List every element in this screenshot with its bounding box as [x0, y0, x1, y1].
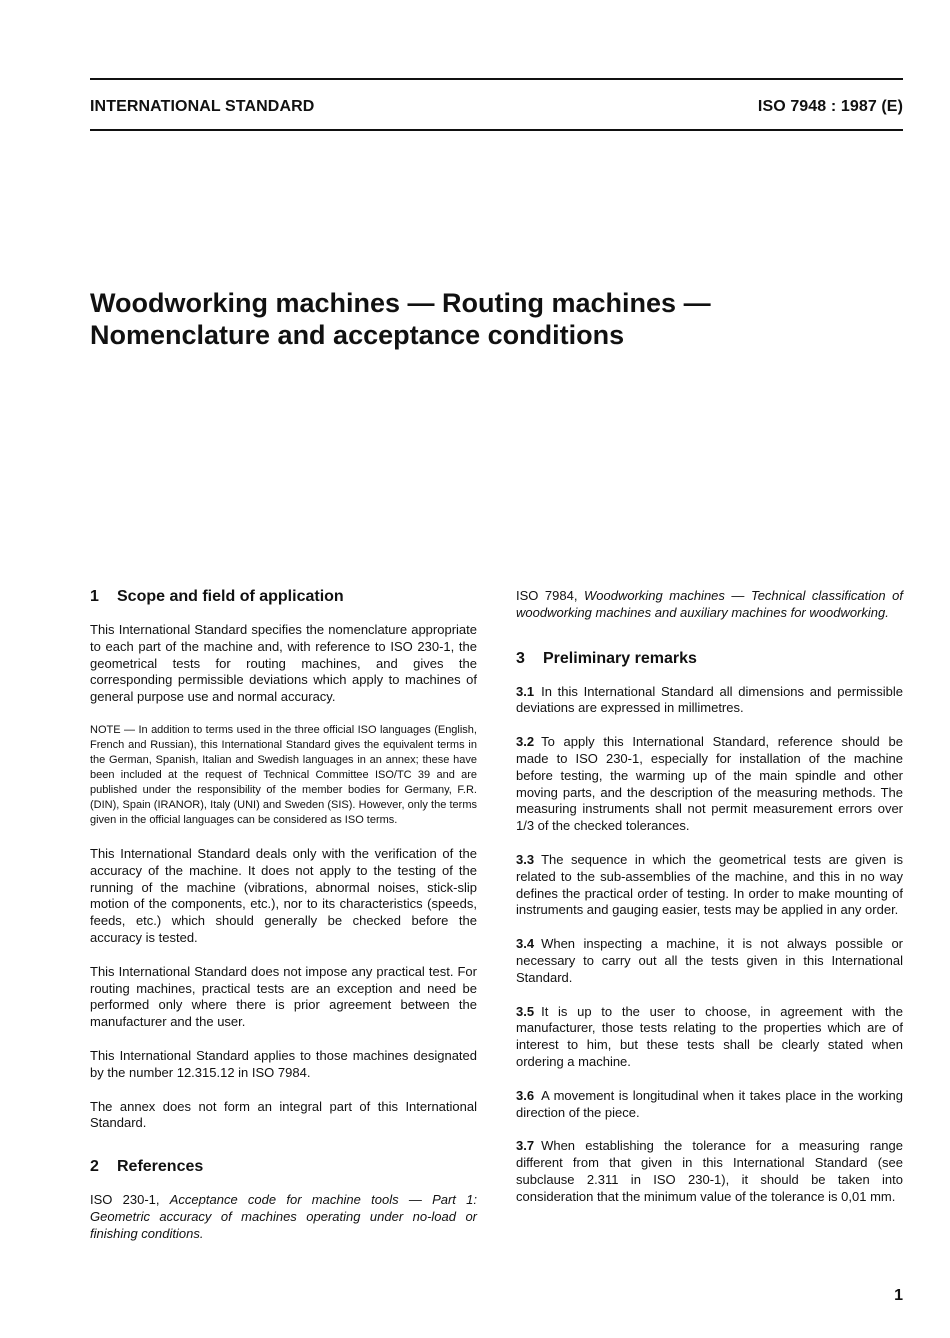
remark-3-1 — [516, 684, 903, 718]
page-title — [90, 287, 890, 351]
scope-paragraph-2: This International Standard deals only with the verification of the accuracy of the machine. It does not apply to the testing of the running of the machine (vibrations, abnormal noises, stick-slip motion of the components, etc.), nor to its characteristics (speeds, feeds, etc.) which should generally be checked before the accuracy is tested. — [90, 845, 477, 945]
clause-text: A movement is longitudinal when it takes place in the working direction of the piece. — [516, 1087, 903, 1120]
section-3-number: 3 — [516, 649, 525, 667]
reference-1-code: ISO 230-1, — [90, 1192, 160, 1208]
header-bottom-rule — [90, 129, 903, 131]
title-line-2: Nomenclature and acceptance conditions — [90, 320, 625, 350]
clause-number: 3.3 — [516, 851, 535, 867]
reference-iso-7984 — [516, 588, 903, 622]
scope-note: NOTE — In addition to terms used in the three official ISO languages (English, French and Russian), this International Standard gives the equivalent terms in the German, Spanish, Italian and Swedish languages in an annex; these have been included at the request of Technical Committee ISO/TC 39 and are published under the responsibility of the member bodies for Germany, F.R. (DIN), Spain (IRANOR), Italy (UNI) and Sweden (SIS). However, only the terms given in the official languages can be considered as ISO terms. — [90, 723, 477, 826]
title-line-1: Woodworking machines — Routing machines — — [90, 288, 711, 318]
reference-iso-230-1 — [90, 1192, 477, 1242]
remark-3-5 — [516, 1004, 903, 1071]
remark-3-6 — [516, 1088, 903, 1122]
section-3-heading — [516, 650, 903, 668]
clause-text: When establishing the tolerance for a measuring range different from that given in this International Standard (see subclause 2.311 in ISO 230-1), it should be taken into consideration that the minimum value of the tolerance is 0,01 mm. — [516, 1138, 903, 1204]
clause-number: 3.7 — [516, 1138, 535, 1154]
header-top-rule — [90, 78, 903, 80]
section-1-number: 1 — [90, 588, 99, 605]
scope-paragraph-1: This International Standard specifies the nomenclature appropriate to each part of the machine and, with reference to ISO 230-1, the geometrical tests for routing machines, and gives the corresponding permissible deviations which apply to machines of general purpose use and normal accuracy. — [90, 622, 477, 705]
remark-3-3 — [516, 852, 903, 919]
clause-text: When inspecting a machine, it is not always possible or necessary to carry out all the tests given in this International Standard. — [516, 936, 903, 985]
clause-number: 3.6 — [516, 1087, 535, 1103]
section-1-title: Scope and field of application — [117, 588, 344, 605]
reference-2-code: ISO 7984, — [516, 588, 578, 603]
section-3-title: Preliminary remarks — [543, 649, 697, 667]
reference-1-title: Acceptance code for machine tools — Part 1: Geometric accuracy of machines operating under no-load or finishing conditions. — [90, 1192, 477, 1241]
scope-paragraph-3: This International Standard does not impose any practical test. For routing machines, practical tests are an exception and need be performed only where there is prior agreement between the manufacturer and the user. — [90, 963, 477, 1030]
scope-paragraph-4: This International Standard applies to those machines designated by the number 12.315.12 in ISO 7984. — [90, 1047, 477, 1080]
remark-3-2 — [516, 734, 903, 835]
section-2-heading — [90, 1158, 477, 1176]
reference-2-title: Woodworking machines — Technical classification of woodworking machines and auxiliary machines for woodworking. — [516, 588, 903, 620]
clause-text: The sequence in which the geometrical tests are given is related to the sub-assemblies of the machine, and this in no way defines the practical order of testing. In order to make mounting of instruments and gauging easier, tests may be applied in any order. — [516, 851, 903, 918]
clause-text: To apply this International Standard, reference should be made to ISO 230-1, especially for installation of the machine before testing, the warming up of the main spindle and other moving parts, and the description of the measuring methods. The measuring instruments shall not permit measurement errors over 1/3 of the checked tolerances. — [516, 734, 903, 834]
clause-number: 3.1 — [516, 683, 535, 699]
section-2-title: References — [117, 1158, 204, 1176]
clause-number: 3.4 — [516, 936, 535, 952]
remark-3-4 — [516, 936, 903, 986]
remark-3-7 — [516, 1138, 903, 1205]
scope-paragraph-5: The annex does not form an integral part of this International Standard. — [90, 1098, 477, 1131]
clause-number: 3.5 — [516, 1003, 535, 1019]
clause-number: 3.2 — [516, 734, 535, 750]
left-column — [90, 588, 477, 1260]
standard-number: ISO 7948 : 1987 (E) — [757, 98, 903, 115]
document-type-label: INTERNATIONAL STANDARD — [90, 98, 315, 115]
clause-text: It is up to the user to choose, in agreement with the manufacturer, those tests relating to the properties which are of interest to him, but these tests shall be clearly stated when ordering a machine. — [516, 1003, 903, 1069]
page-number: 1 — [894, 1287, 903, 1304]
right-column — [516, 588, 903, 1223]
section-2-number: 2 — [90, 1158, 99, 1176]
section-1-heading — [90, 588, 477, 606]
clause-text: In this International Standard all dimensions and permissible deviations are expressed in millimetres. — [516, 683, 903, 716]
